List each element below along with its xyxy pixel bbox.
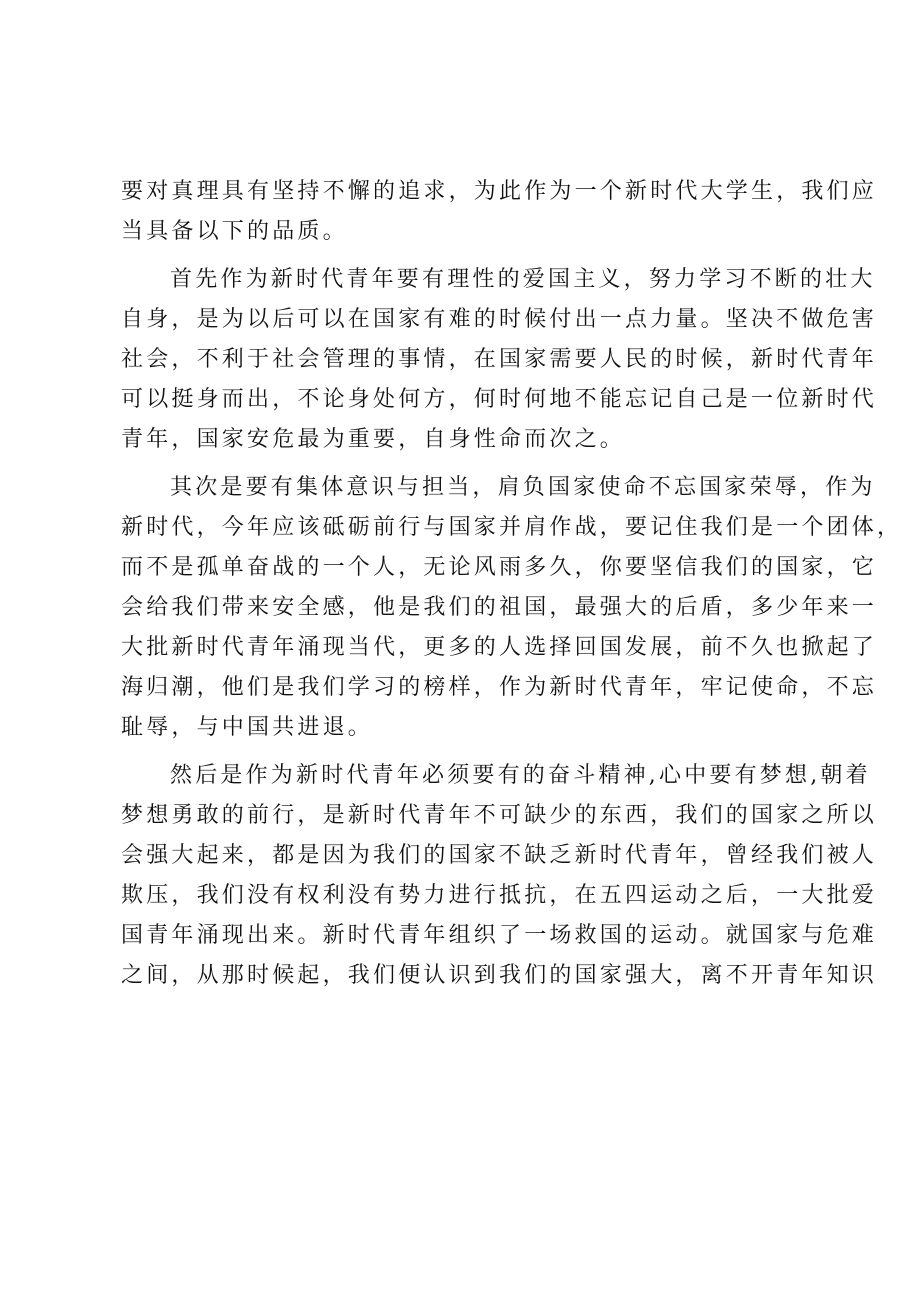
text-line: 梦想勇敢的前行，是新时代青年不可缺少的东西，我们的国家之所以	[121, 803, 878, 828]
text-line: 之间，从那时候起，我们便认识到我们的国家强大，离不开青年知识	[121, 963, 878, 988]
text-line: 其次是要有集体意识与担当，肩负国家使命不忘国家荣辱，作为	[170, 475, 876, 500]
text-line: 然后是作为新时代青年必须要有的奋斗精神,心中要有梦想,朝着	[170, 763, 871, 788]
text-line: 可以挺身而出，不论身处何方，何时何地不能忘记自己是一位新时代	[121, 387, 878, 412]
text-line: 大批新时代青年涌现当代，更多的人选择回国发展，前不久也掀起了	[121, 635, 878, 660]
text-line: 自身，是为以后可以在国家有难的时候付出一点力量。坚决不做危害	[121, 307, 878, 332]
paragraph	[121, 756, 878, 996]
paragraph	[121, 468, 903, 748]
text-line: 首先作为新时代青年要有理性的爱国主义，努力学习不断的壮大	[170, 267, 876, 292]
text-line: 海归潮，他们是我们学习的榜样，作为新时代青年，牢记使命，不忘	[121, 675, 878, 700]
text-line: 而不是孤单奋战的一个人，无论风雨多久，你要坚信我们的国家，它	[121, 555, 878, 580]
paragraph	[121, 172, 878, 252]
text-line: 青年，国家安危最为重要，自身性命而次之。	[121, 427, 626, 452]
document-body	[121, 172, 903, 996]
text-line: 要对真理具有坚持不懈的追求，为此作为一个新时代大学生，我们应	[121, 179, 878, 204]
text-line: 当具备以下的品质。	[121, 219, 348, 244]
text-line: 欺压，我们没有权利没有势力进行抵抗，在五四运动之后，一大批爱	[121, 883, 878, 908]
paragraph	[121, 260, 878, 460]
text-line: 社会，不利于社会管理的事情，在国家需要人民的时候，新时代青年	[121, 347, 878, 372]
text-line: 会强大起来，都是因为我们的国家不缺乏新时代青年，曾经我们被人	[121, 843, 878, 868]
text-line: 新时代，今年应该砥砺前行与国家并肩作战，要记住我们是一个团体，	[121, 515, 903, 540]
text-line: 会给我们带来安全感，他是我们的祖国，最强大的后盾，多少年来一	[121, 595, 878, 620]
text-line: 国青年涌现出来。新时代青年组织了一场救国的运动。就国家与危难	[121, 923, 878, 948]
text-line: 耻辱，与中国共进退。	[121, 715, 374, 740]
